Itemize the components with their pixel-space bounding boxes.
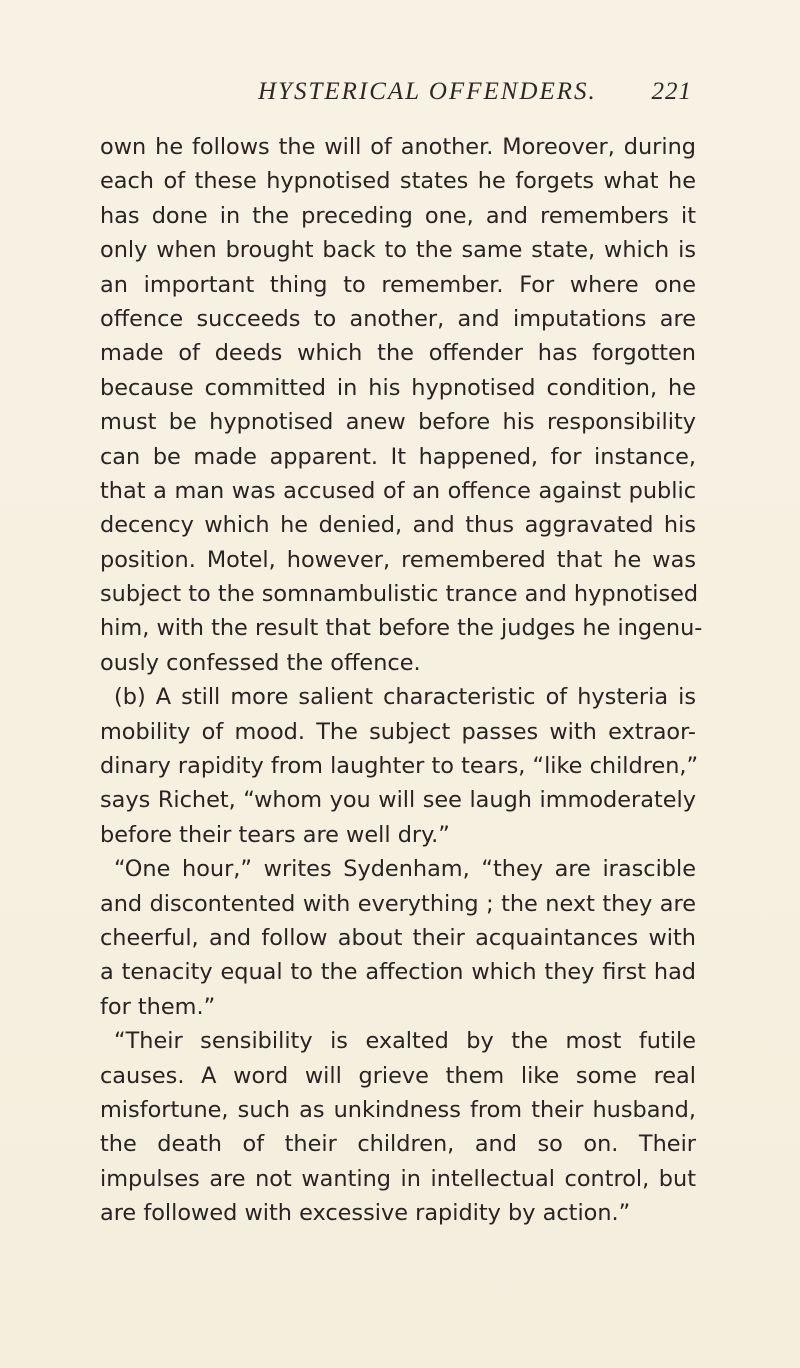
text-line: mobility of mood. The subject passes with extraor- bbox=[100, 718, 696, 745]
text-line: dinary rapidity from laughter to tears, “like children,” bbox=[100, 753, 699, 780]
paragraph-end-line: ously confessed the offence. bbox=[100, 649, 421, 676]
text-line: each of these hypnotised states he forgets what he bbox=[100, 168, 696, 195]
running-head-title: HYSTERICAL OFFENDERS. bbox=[258, 78, 597, 105]
text-line: says Richet, “whom you will see laugh immoderately bbox=[100, 787, 696, 814]
paragraph-end-line: are followed with excessive rapidity by action.” bbox=[100, 1200, 631, 1227]
text-line: cheerful, and follow about their acquaintances with bbox=[100, 924, 696, 951]
page-number: 221 bbox=[651, 78, 692, 105]
text-line: misfortune, such as unkindness from their husband, bbox=[100, 1096, 696, 1123]
text-line: offence succeeds to another, and imputations are bbox=[100, 305, 696, 332]
paragraph-end-line: before their tears are well dry.” bbox=[100, 821, 450, 848]
text-line: position. Motel, however, remembered that he was bbox=[100, 546, 696, 573]
text-line: an important thing to remember. For where one bbox=[100, 271, 696, 298]
text-line: subject to the somnambulistic trance and hypnotised bbox=[100, 581, 699, 608]
running-head bbox=[100, 78, 700, 114]
text-line: impulses are not wanting in intellectual control, but bbox=[100, 1165, 696, 1192]
text-line: him, with the result that before the judges he ingenu- bbox=[100, 615, 703, 642]
text-line: decency which he denied, and thus aggravated his bbox=[100, 512, 696, 539]
text-line: made of deeds which the offender has forgotten bbox=[100, 340, 696, 367]
text-line: because committed in his hypnotised condition, he bbox=[100, 374, 696, 401]
text-line: and discontented with everything ; the next they are bbox=[100, 890, 696, 917]
paragraph-end-line: for them.” bbox=[100, 993, 216, 1020]
paragraph-start-line: (b) A still more salient characteristic of hysteria is bbox=[114, 684, 696, 711]
text-line: own he follows the will of another. Moreover, during bbox=[100, 134, 696, 160]
paragraph-start-line: “One hour,” writes Sydenham, “they are irascible bbox=[114, 856, 696, 883]
text-line: can be made apparent. It happened, for instance, bbox=[100, 443, 696, 470]
text-line: that a man was accused of an offence against public bbox=[100, 477, 696, 504]
text-line: a tenacity equal to the affection which they first had bbox=[100, 959, 696, 986]
text-line: has done in the preceding one, and remembers it bbox=[100, 202, 696, 229]
paragraph-start-line: “Their sensibility is exalted by the most futile bbox=[114, 1028, 696, 1055]
text-line: the death of their children, and so on. Their bbox=[100, 1131, 696, 1158]
text-line: must be hypnotised anew before his responsibility bbox=[100, 409, 696, 436]
text-line: only when brought back to the same state, which is bbox=[100, 237, 696, 264]
body-text bbox=[100, 130, 703, 1231]
text-line: causes. A word will grieve them like some real bbox=[100, 1062, 696, 1089]
